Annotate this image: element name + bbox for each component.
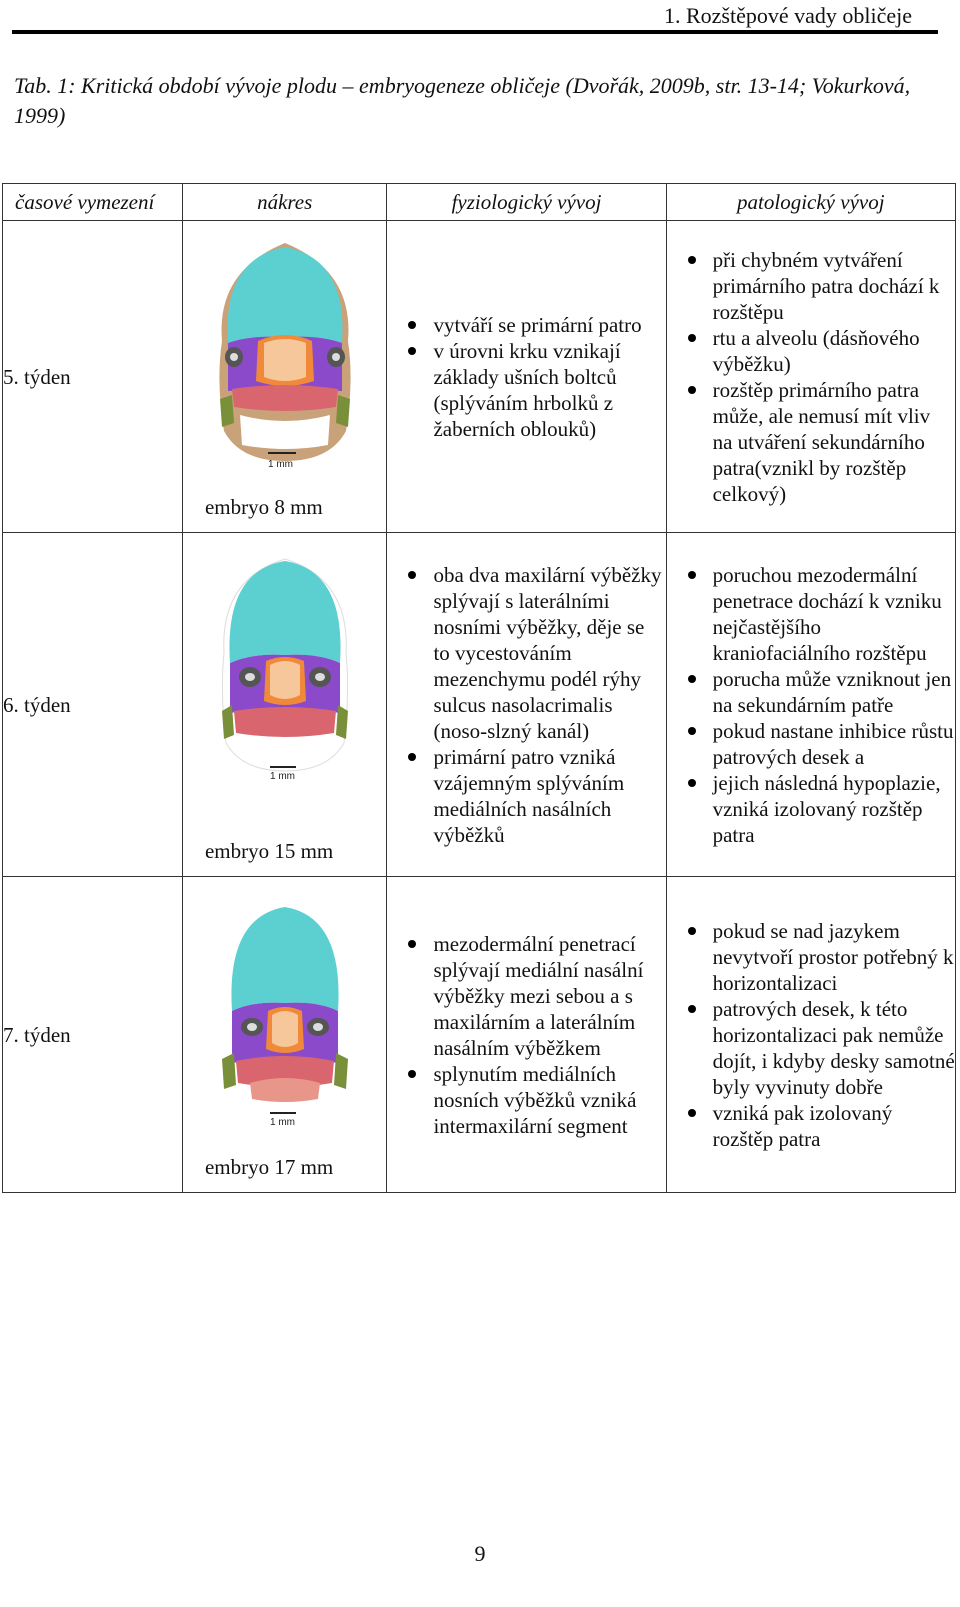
pathological-cell <box>666 533 955 877</box>
list-item: v úrovni krku vznikají základy ušních boltců (splýváním hrbolků z žaberních oblouků) <box>387 338 665 442</box>
page-number: 9 <box>474 1541 486 1566</box>
list-item: při chybném vytváření primárního patra dochází k rozštěpu <box>667 247 955 325</box>
table-header-row <box>3 184 956 221</box>
forehead <box>231 907 338 1011</box>
list-item: vytváří se primární patro <box>387 312 665 338</box>
list-item: pokud nastane inhibice růstu patrových desek a <box>667 718 955 770</box>
table-caption: Tab. 1: Kritická období vývoje plodu – embryogeneze obličeje (Dvořák, 2009b, str. 13-14; Vokurková, 1999) <box>14 73 911 128</box>
physiological-cell <box>387 877 666 1193</box>
week-cell: 7. týden <box>3 877 183 1193</box>
table-row <box>3 533 956 877</box>
scale-label: 1 mm <box>267 459 293 470</box>
physiological-cell <box>387 221 666 533</box>
list-item: oba dva maxilární výběžky splývají s laterálními nosními výběžky, děje se to vycestováním mezenchymu podél rýhy sulcus nasolacrimalis (noso-slzný kanál) <box>387 562 665 744</box>
week-cell: 6. týden <box>3 533 183 877</box>
forehead <box>229 561 340 663</box>
ear-right <box>336 395 350 427</box>
drawing-cell <box>182 877 387 1193</box>
list-item: vzniká pak izolovaný rozštěp patra <box>667 1100 955 1152</box>
header-physiological: fyziologický vývoj <box>387 184 666 221</box>
embryo-17mm-drawing <box>210 887 360 1127</box>
header-rule <box>12 30 938 34</box>
list-item: patrových desek, k této horizontalizaci pak nemůže dojít, i kdyby desky samotné byly vyvinuty dobře <box>667 996 955 1100</box>
pathological-cell <box>666 877 955 1193</box>
pathological-cell <box>666 221 955 533</box>
lower-jaw <box>234 707 336 737</box>
ear-right <box>334 1053 348 1089</box>
embryo-15mm-drawing <box>210 543 360 783</box>
drawing-cell <box>182 533 387 877</box>
ear-left <box>222 1053 236 1089</box>
list-item: rtu a alveolu (dásňového výběžku) <box>667 325 955 377</box>
drawing-cell <box>182 221 387 533</box>
header-drawing: nákres <box>182 184 387 221</box>
embryo-label: embryo 17 mm <box>204 1155 334 1179</box>
list-item: poruchou mezodermální penetrace dochází k vzniku nejčastějšího kraniofaciálního rozštěpu <box>667 562 955 666</box>
ear-left <box>220 395 234 427</box>
embryo-8mm-drawing <box>210 231 360 471</box>
physiological-cell <box>387 533 666 877</box>
ear-left <box>222 705 234 739</box>
header-time-period: časové vymezení <box>3 184 183 221</box>
scale-label: 1 mm <box>269 1117 295 1127</box>
header-pathological: patologický vývoj <box>666 184 955 221</box>
lower-jaw <box>232 385 338 411</box>
development-table <box>2 183 956 1193</box>
table-row <box>3 221 956 533</box>
list-item: jejich následná hypoplazie, vzniká izolovaný rozštěp patra <box>667 770 955 848</box>
table-row <box>3 877 956 1193</box>
forehead <box>227 247 342 343</box>
week-cell: 5. týden <box>3 221 183 533</box>
ear-right <box>336 705 348 739</box>
scale-label: 1 mm <box>269 771 295 782</box>
embryo-label: embryo 15 mm <box>204 839 334 863</box>
list-item: splynutím mediálních nosních výběžků vzniká intermaxilární segment <box>387 1061 665 1139</box>
list-item: rozštěp primárního patra může, ale nemusí mít vliv na utváření sekundárního patra(vznikl by rozštěp celkový) <box>667 377 955 507</box>
list-item: primární patro vzniká vzájemným splýváním mediálních nasálních výběžků <box>387 744 665 848</box>
list-item: porucha může vzniknout jen na sekundárním patře <box>667 666 955 718</box>
list-item: pokud se nad jazykem nevytvoří prostor potřebný k horizontalizaci <box>667 918 955 996</box>
running-header: 1. Rozštěpové vady obličeje <box>663 3 912 28</box>
embryo-label: embryo 8 mm <box>204 495 323 519</box>
list-item: mezodermální penetrací splývají mediální nasální výběžky mezi sebou a s maxilárním a laterálním nasálním výběžkem <box>387 931 665 1061</box>
